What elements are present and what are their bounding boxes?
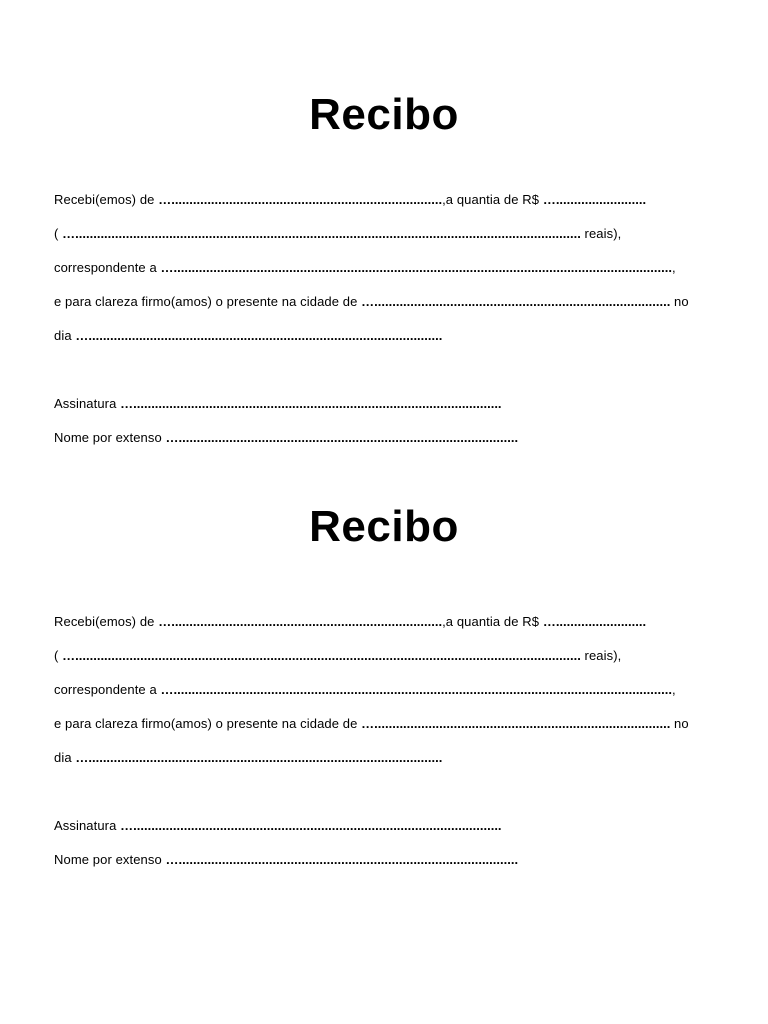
- city-line: [54, 292, 689, 312]
- payer-blank: …...........................................................................: [158, 192, 443, 207]
- signature-label: Assinatura: [54, 818, 121, 833]
- full-name-line: [54, 850, 518, 870]
- payer-line: [54, 612, 646, 632]
- date-line: [54, 748, 442, 768]
- city-blank: …..................................................................................: [361, 716, 671, 731]
- receipt-title: Recibo: [309, 502, 459, 551]
- payer-line: [54, 190, 646, 210]
- purpose-blank: …..........................................................................................................................................: [160, 682, 672, 697]
- amount-words-open: (: [54, 226, 63, 241]
- purpose-label: correspondente a: [54, 260, 161, 275]
- city-suffix: no: [670, 294, 689, 309]
- amount-words-open: (: [54, 648, 63, 663]
- signature-blank: …......................................................................................................: [120, 396, 502, 411]
- amount-label: ,a quantia de R$: [442, 192, 543, 207]
- payer-label: Recebi(emos) de: [54, 614, 159, 629]
- signature-label: Assinatura: [54, 396, 121, 411]
- full-name-label: Nome por extenso: [54, 430, 166, 445]
- purpose-suffix: ,: [671, 682, 676, 697]
- amount-words-suffix: reais),: [580, 648, 622, 663]
- amount-blank: ….........................: [542, 192, 647, 207]
- city-suffix: no: [670, 716, 689, 731]
- full-name-blank: …..............................................................................................: [165, 852, 519, 867]
- date-label: dia: [54, 750, 76, 765]
- amount-words-suffix: reais),: [580, 226, 622, 241]
- full-name-label: Nome por extenso: [54, 852, 166, 867]
- receipt-form-1: [0, 0, 768, 450]
- amount-label: ,a quantia de R$: [442, 614, 543, 629]
- payer-label: Recebi(emos) de: [54, 192, 159, 207]
- signature-line: [54, 394, 502, 414]
- amount-words-line: [54, 224, 621, 244]
- amount-words-line: [54, 646, 621, 666]
- amount-words-blank: …............................................................................................................................................: [62, 648, 581, 663]
- signature-line: [54, 816, 502, 836]
- date-label: dia: [54, 328, 76, 343]
- city-label: e para clareza firmo(amos) o presente na cidade de: [54, 294, 362, 309]
- purpose-suffix: ,: [671, 260, 676, 275]
- purpose-blank: …..........................................................................................................................................: [160, 260, 672, 275]
- date-line: [54, 326, 442, 346]
- signature-blank: …......................................................................................................: [120, 818, 502, 833]
- full-name-blank: …..............................................................................................: [165, 430, 519, 445]
- purpose-label: correspondente a: [54, 682, 161, 697]
- city-line: [54, 714, 689, 734]
- date-blank: …..................................................................................................: [75, 328, 443, 343]
- purpose-line: [54, 258, 676, 278]
- receipt-title: Recibo: [309, 90, 459, 139]
- receipt-form-2: [0, 422, 768, 872]
- city-blank: …..................................................................................: [361, 294, 671, 309]
- amount-words-blank: …............................................................................................................................................: [62, 226, 581, 241]
- city-label: e para clareza firmo(amos) o presente na cidade de: [54, 716, 362, 731]
- amount-blank: ….........................: [542, 614, 647, 629]
- purpose-line: [54, 680, 676, 700]
- date-blank: …..................................................................................................: [75, 750, 443, 765]
- payer-blank: …...........................................................................: [158, 614, 443, 629]
